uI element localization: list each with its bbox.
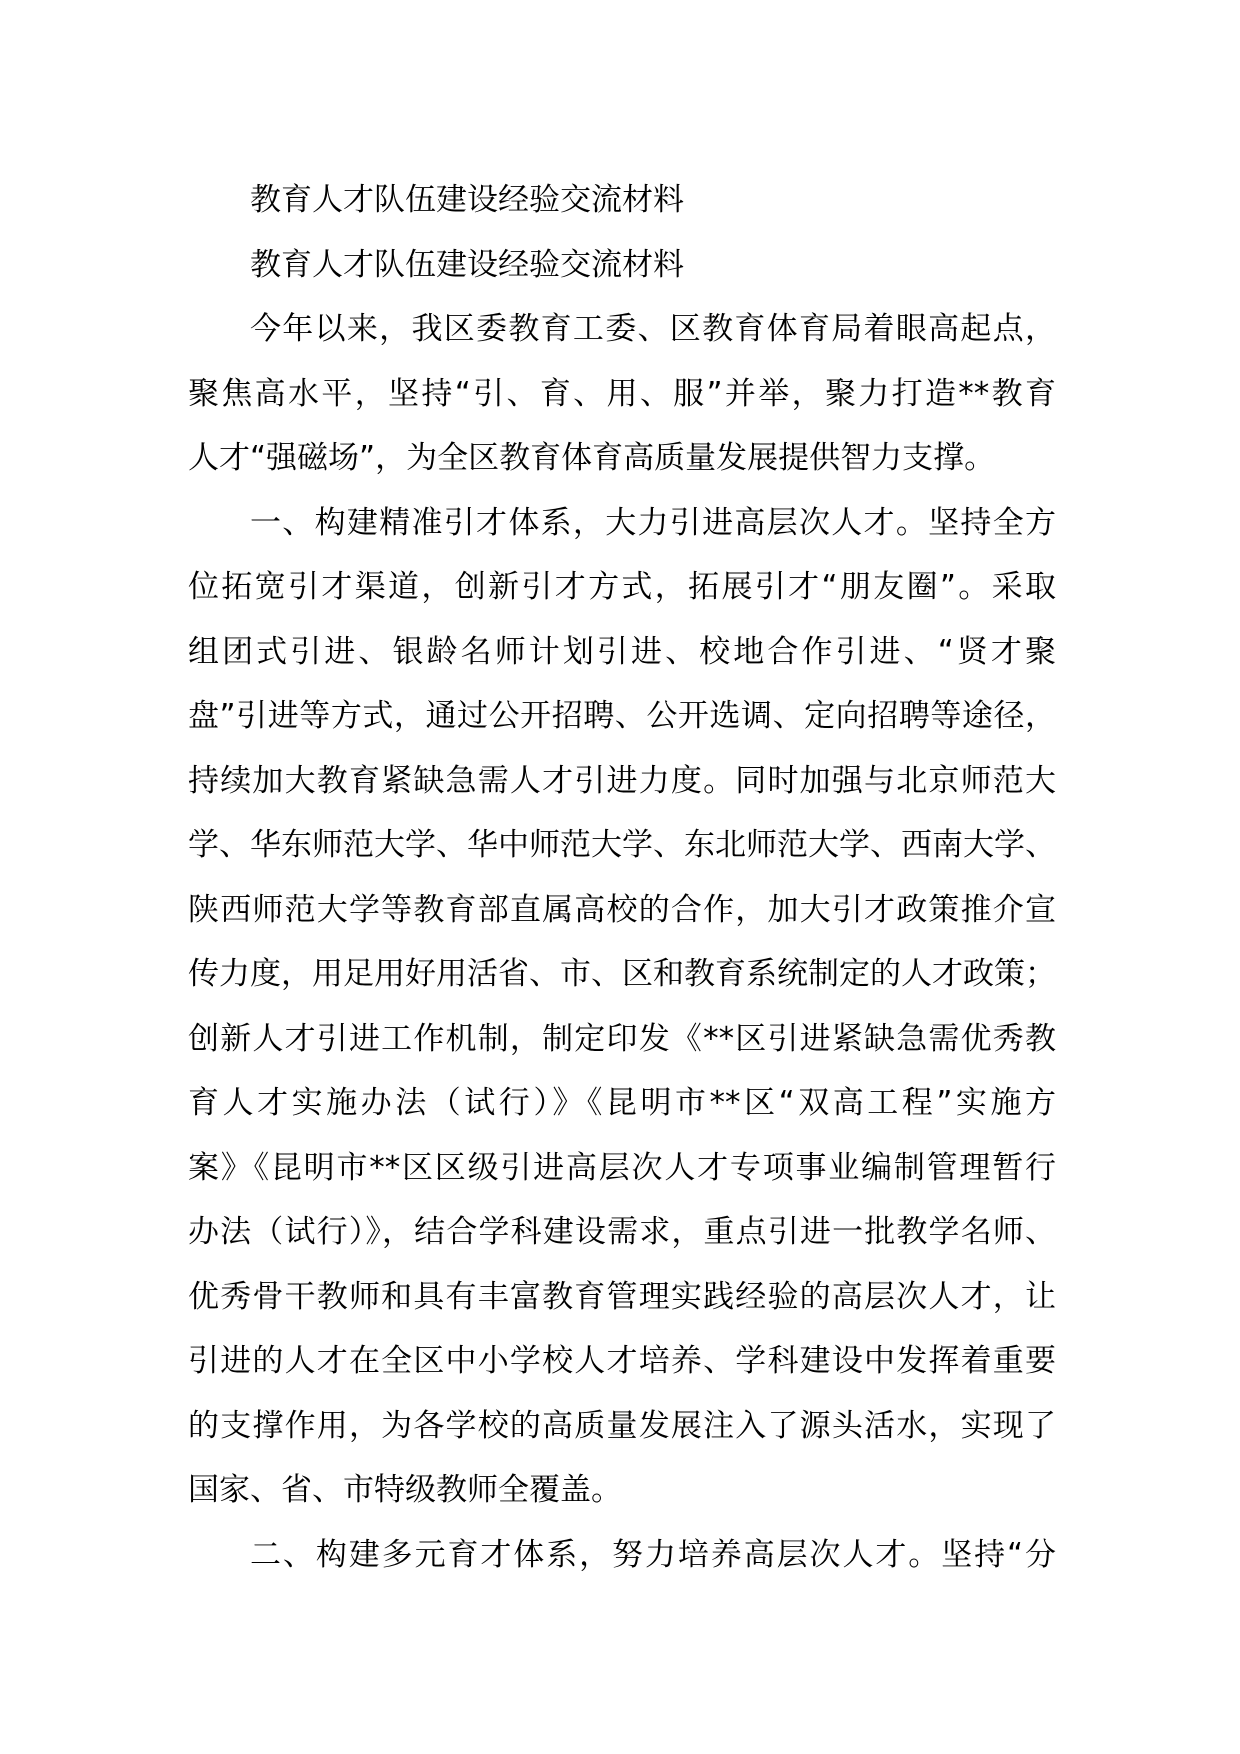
paragraph-line: 办法（试行）》，结合学科建设需求，重点引进一批教学名师、 xyxy=(188,1214,1056,1250)
paragraph-line: 优秀骨干教师和具有丰富教育管理实践经验的高层次人才，让 xyxy=(188,1278,1056,1315)
paragraph-line: 创新人才引进工作机制，制定印发《**区引进紧缺急需优秀教 xyxy=(188,1020,1056,1057)
paragraph-line: 陕西师范大学等教育部直属高校的合作，加大引才政策推介宣 xyxy=(188,891,1056,928)
document-title: 教育人才队伍建设经验交流材料 xyxy=(250,182,684,218)
paragraph-line: 盘”引进等方式，通过公开招聘、公开选调、定向招聘等途径， xyxy=(188,698,1056,734)
paragraph-line: 今年以来，我区委教育工委、区教育体育局着眼高起点， xyxy=(250,311,1056,347)
paragraph-line: 人才“强磁场”，为全区教育体育高质量发展提供智力支撑。 xyxy=(188,440,996,476)
paragraph-line: 聚焦高水平，坚持“引、育、用、服”并举，聚力打造**教育 xyxy=(188,375,1056,412)
paragraph-intro xyxy=(188,297,1056,491)
paragraph-line: 持续加大教育紧缺急需人才引进力度。同时加强与北京师范大 xyxy=(188,762,1056,799)
document-body xyxy=(188,168,1056,1587)
paragraph-section-1 xyxy=(188,491,1056,1523)
paragraph-line: 国家、省、市特级教师全覆盖。 xyxy=(188,1472,622,1508)
paragraph-line: 传力度，用足用好用活省、市、区和教育系统制定的人才政策； xyxy=(188,956,1056,992)
paragraph-line: 学、华东师范大学、华中师范大学、东北师范大学、西南大学、 xyxy=(188,827,1056,863)
paragraph-line: 的支撑作用，为各学校的高质量发展注入了源头活水，实现了 xyxy=(188,1407,1056,1444)
paragraph-section-2 xyxy=(188,1523,1056,1588)
paragraph-line: 组团式引进、银龄名师计划引进、校地合作引进、“贤才聚 xyxy=(188,633,1056,670)
paragraph-line: 引进的人才在全区中小学校人才培养、学科建设中发挥着重要 xyxy=(188,1343,1056,1379)
document-title-repeat: 教育人才队伍建设经验交流材料 xyxy=(250,246,684,283)
paragraph-line: 二、构建多元育才体系，努力培养高层次人才。坚持“分 xyxy=(250,1536,1056,1573)
paragraph-line: 育人才实施办法（试行）》《昆明市**区“双高工程”实施方 xyxy=(188,1085,1056,1121)
paragraph-line: 一、构建精准引才体系，大力引进高层次人才。坚持全方 xyxy=(250,504,1056,541)
paragraph-line: 位拓宽引才渠道，创新引才方式，拓展引才“朋友圈”。采取 xyxy=(188,569,1056,605)
paragraph-line: 案》《昆明市**区区级引进高层次人才专项事业编制管理暂行 xyxy=(188,1149,1056,1186)
